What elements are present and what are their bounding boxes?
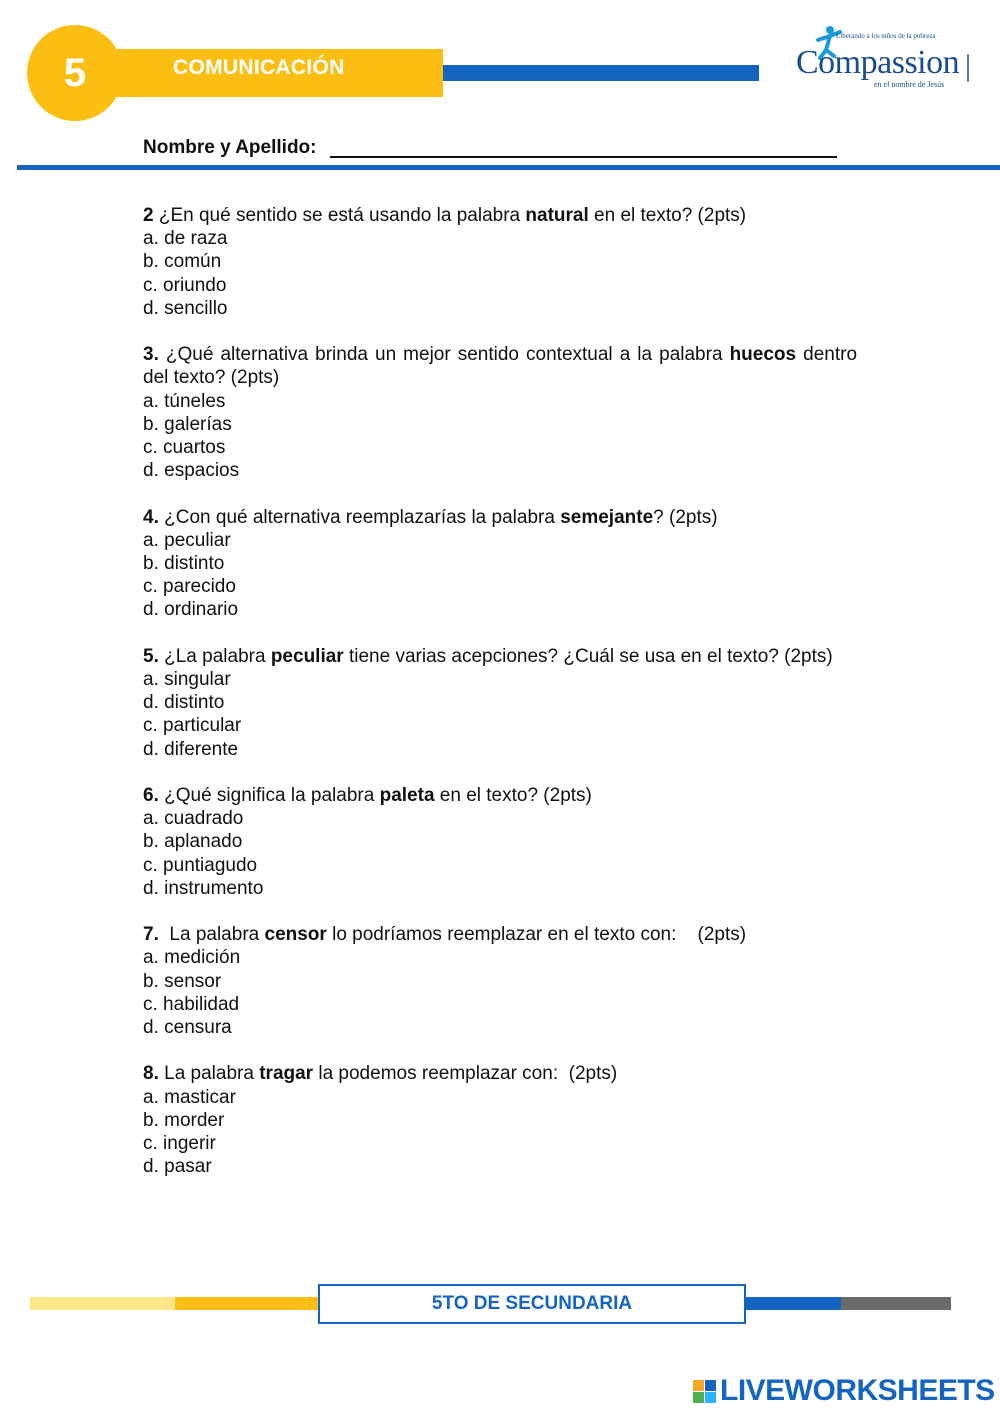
question-block [143, 204, 857, 320]
brand-icon-letter-l [693, 1380, 704, 1391]
brand-name: LIVEWORKSHEETS [720, 1374, 995, 1407]
answer-option[interactable]: c. particular [143, 715, 242, 737]
question-text-end: la podemos reemplazar con: (2pts) [313, 1063, 618, 1085]
answer-option[interactable]: d. pasar [143, 1156, 212, 1178]
footer-band-yellow [175, 1297, 320, 1310]
question-text-end: en el texto? (2pts) [434, 785, 592, 807]
answer-option[interactable]: d. sencillo [143, 297, 228, 319]
question-text-end: tiene varias acepciones? ¿Cuál se usa en el texto? (2pts) [343, 645, 833, 667]
answer-option[interactable]: d. espacios [143, 460, 240, 482]
answer-option[interactable]: a. cuadrado [143, 808, 244, 830]
question-keyword: paleta [379, 785, 435, 807]
question-prompt [143, 645, 857, 668]
brand-icon-letter-v [693, 1392, 704, 1403]
header-rule [17, 165, 1000, 170]
question-number: 7. [143, 924, 159, 946]
answer-option[interactable]: c. oriundo [143, 274, 227, 296]
answer-option[interactable]: a. singular [143, 669, 231, 691]
question-text: ¿Con qué alternativa reemplazarías la palabra [158, 506, 561, 528]
answer-option[interactable]: b. morder [143, 1109, 225, 1131]
question-keyword: tragar [259, 1063, 314, 1085]
compassion-logo [796, 24, 976, 92]
question-prompt [143, 343, 863, 389]
question-number: 4. [143, 506, 159, 528]
liveworksheets-icon [693, 1380, 716, 1403]
logo-wordmark: Compassion [796, 44, 960, 81]
question-prompt [143, 784, 857, 807]
answer-option[interactable]: a. masticar [143, 1086, 236, 1108]
question-block [143, 645, 857, 761]
question-prompt [143, 506, 857, 529]
answer-option[interactable]: d. diferente [143, 738, 239, 760]
question-keyword: peculiar [270, 645, 344, 667]
answer-option[interactable]: c. cuartos [143, 437, 226, 459]
question-text: ¿En qué sentido se está usando la palabra [153, 205, 526, 226]
answer-option[interactable]: b. galerías [143, 413, 232, 435]
answer-option[interactable]: c. puntiagudo [143, 854, 258, 876]
question-block [143, 784, 857, 900]
question-block [143, 1062, 857, 1178]
brand-icon-letter-i [705, 1380, 716, 1391]
header-blue-bar [443, 65, 759, 81]
answer-option[interactable]: d. instrumento [143, 877, 264, 899]
question-block [143, 343, 863, 482]
question-number: 8. [143, 1063, 159, 1085]
answer-option[interactable]: d. censura [143, 1017, 232, 1039]
liveworksheets-brand [693, 1374, 995, 1408]
question-text: ¿La palabra [158, 645, 271, 667]
question-prompt [143, 1062, 857, 1085]
answer-option[interactable]: c. ingerir [143, 1133, 216, 1155]
question-block [143, 923, 857, 1039]
brand-icon-letter-e [705, 1392, 716, 1403]
grade-number-badge: 5 [27, 25, 123, 121]
answer-option[interactable]: b. común [143, 251, 222, 273]
question-keyword: natural [525, 205, 589, 226]
question-prompt [143, 204, 857, 227]
question-keyword: huecos [729, 344, 797, 366]
name-label: Nombre y Apellido: [143, 137, 317, 158]
answer-option[interactable]: b. sensor [143, 970, 222, 992]
answer-option[interactable]: a. de raza [143, 228, 228, 250]
question-text: La palabra [158, 924, 265, 946]
question-block [143, 506, 857, 622]
question-number: 6. [143, 785, 159, 807]
logo-tagline: Liberando a los niños de la pobreza [836, 32, 936, 40]
question-prompt [143, 923, 857, 946]
grade-level-label: 5TO DE SECUNDARIA [318, 1284, 746, 1324]
answer-option[interactable]: d. ordinario [143, 599, 239, 621]
answer-option[interactable]: d. distinto [143, 692, 225, 714]
footer-band-gray [841, 1297, 951, 1310]
footer-band-pale-yellow [30, 1297, 175, 1310]
answer-option[interactable]: a. medición [143, 947, 241, 969]
answer-option[interactable]: c. parecido [143, 576, 236, 598]
question-text-end: lo podríamos reemplazar en el texto con: (2pts) [326, 924, 747, 946]
question-text: ¿Qué significa la palabra [158, 785, 380, 807]
answer-option[interactable]: a. túneles [143, 390, 226, 412]
answer-option[interactable]: a. peculiar [143, 529, 231, 551]
question-number: 5. [143, 645, 159, 667]
answer-option[interactable]: b. distinto [143, 553, 225, 575]
footer-band-blue [745, 1297, 841, 1310]
question-text-end: ? (2pts) [653, 506, 718, 528]
question-keyword: semejante [560, 506, 654, 528]
question-text: ¿Qué alternativa brinda un mejor sentido contextual a la palabra [158, 344, 730, 366]
name-field-line[interactable] [330, 156, 837, 158]
question-list [143, 204, 863, 1202]
answer-option[interactable]: b. aplanado [143, 831, 243, 853]
question-number: 2 [143, 205, 154, 226]
logo-subtitle: en el nombre de Jesús [874, 80, 945, 89]
answer-option[interactable]: c. habilidad [143, 993, 240, 1015]
subject-title: COMUNICACIÓN [173, 56, 345, 79]
question-text: La palabra [158, 1063, 260, 1085]
question-number: 3. [143, 344, 159, 366]
question-keyword: censor [264, 924, 327, 946]
question-text-end: dentro del texto? (2pts) [143, 344, 863, 389]
question-text-end: en el texto? (2pts) [588, 205, 747, 226]
